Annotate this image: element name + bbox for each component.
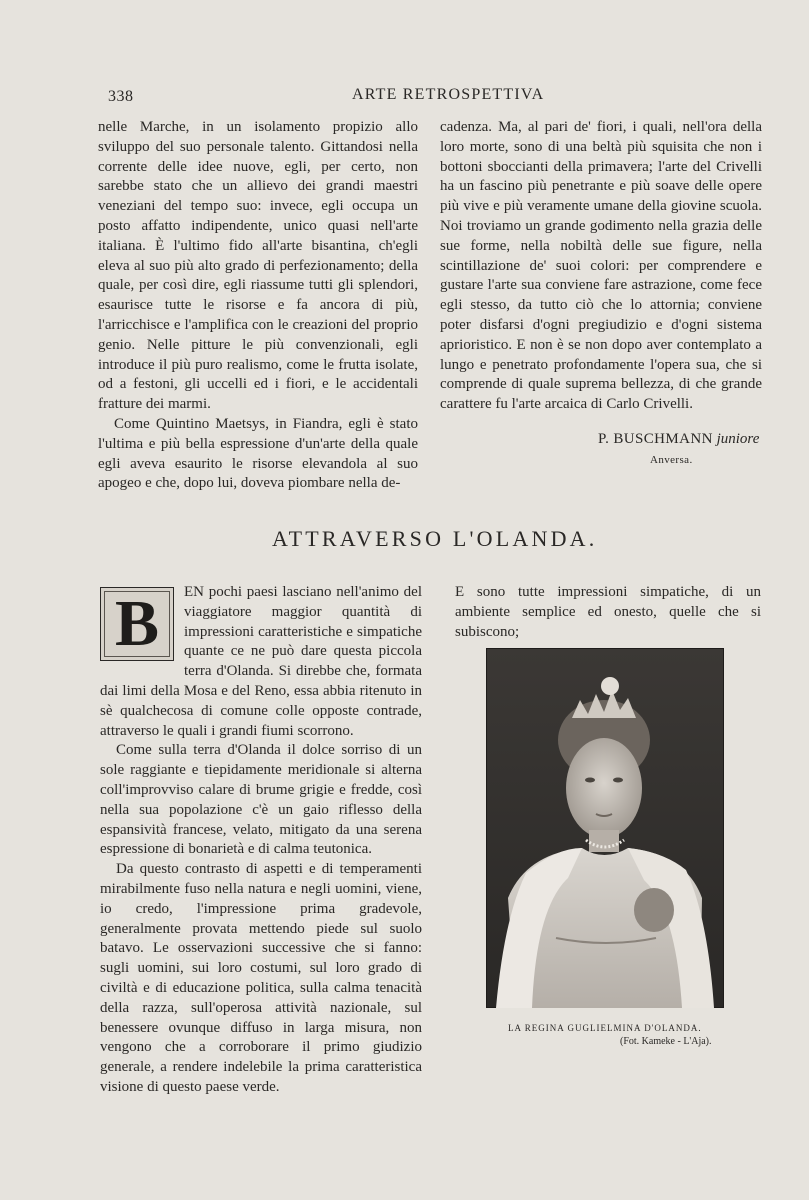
paragraph: nelle Marche, in un isolamento propizio allo sviluppo del suo personale talento. Gittandosi nella corrente delle idee nuove, egli, per certo, non sarebbe stato che un allievo dei grandi maestri veneziani del tempo suo: invece, egli occupa un posto affatto indipendente, unico quasi nell'arte italiana. È l'ultimo fido all'arte bisantina, ch'egli eleva al suo più alto grado di perfezionamento; della quale, per così dire, egli riassume tutti gli splendori, esaurisce tutte le risorse e fa ancora di più, l'arricchisce e l'amplifica con le creazioni del proprio genio. Nelle pitture le più convenzionali, egli introduce il più puro realismo, come le frutta isolate, od a festoni, gli uccelli ed i fiori, e le accidentali fratture dei marmi. (98, 119, 418, 413)
article-left-column (100, 583, 422, 1098)
paragraph: EN pochi paesi lasciano nell'animo del viaggiatore maggior quantità di impressioni caratteristiche e simpatiche quante ce ne può dare questa piccola terra d'Olanda. Si direbbe che, formata dai limi della Mosa e del Reno, essa abbia ritenuto in sè qualchecosa di comune colle opposte contrade, attraverso le quali i grandi fiumi scorrono. (100, 584, 422, 739)
author-name: P. BUSCHMANN (598, 431, 713, 447)
article-title: ATTRAVERSO L'OLANDA. (272, 526, 598, 551)
queen-portrait-photo (486, 648, 724, 1008)
running-title: ARTE RETROSPETTIVA (352, 86, 545, 103)
page-number: 338 (108, 88, 134, 105)
drop-cap (100, 587, 174, 661)
article-right-column (455, 583, 761, 642)
paragraph: Come Quintino Maetsys, in Fiandra, egli è stato l'ultima e più bella espressione d'un'arte della quale egli aveva esaurito le risorse elevandola al suo apogeo e che, dopo lui, doveva piombare nella de- (98, 415, 418, 492)
drop-cap-letter: B (114, 587, 160, 660)
paragraph: cadenza. Ma, al pari de' fiori, i quali, nell'ora della loro morte, sono di una beltà più squisita che non i bottoni sboccianti della primavera; l'arte del Crivelli ha un fascino più penetrante e più soave delle opere più vive e più veramente umane della giovine scuola. Noi troviamo un grande godimento nella grazia delle sue forme, nella nobiltà delle sue figure, nella scintillazione de' suoi colori: per comprendere e gustare l'arte sua conviene fare astrazione, come fece egli stesso, da tutto ciò che lo attornia; conviene poter disfarsi d'ogni pregiudizio e d'ogni sistema aprioristico. E non è se non dopo aver contemplato a lungo e penetrato profondamente l'opera sua, che si comprende di quale suprema bellezza, di che grande carattere fu l'arte arcaica di Carlo Crivelli. (440, 119, 762, 413)
paragraph: Come sulla terra d'Olanda il dolce sorriso di un sole raggiante e tiepidamente meridionale si alterna coll'improvviso calare di brume grigie e fredde, così nella sua popolazione c'è un gaio riflesso della espansività francese, velato, mitigato da una serena espressione di bonarietà e di calma teutonica. (100, 742, 422, 858)
author-city: Anversa. (650, 454, 693, 466)
author-suffix: juniore (716, 431, 760, 447)
previous-article-right-column (440, 118, 762, 415)
photo-credit: (Fot. Kameke - L'Aja). (620, 1036, 712, 1047)
paragraph: Da questo contrasto di aspetti e di temperamenti mirabilmente fuso nella natura e negli uomini, viene, io credo, l'impressione prima gradevole, generalmente provata mettendo piede sul suolo batavo. Le osservazioni successive che si fanno: sugli uomini, sui loro costumi, sul loro grado di civiltà e di educazione politica, sulla calma tenacità della razza, sull'operosa attività nazionale, sul benessere ovunque diffuso in larga misura, non vengono che a corroborare il primo giudizio generale, a rendere indelebile la prima caratteristica visione di questo paese verde. (100, 861, 422, 1095)
paragraph: E sono tutte impressioni simpatiche, di un ambiente semplice ed onesto, quelle che si subiscono; (455, 584, 761, 640)
previous-article-left-column (98, 118, 418, 494)
author-signature (598, 431, 759, 448)
photo-caption: LA REGINA GUGLIELMINA D'OLANDA. (508, 1023, 702, 1033)
